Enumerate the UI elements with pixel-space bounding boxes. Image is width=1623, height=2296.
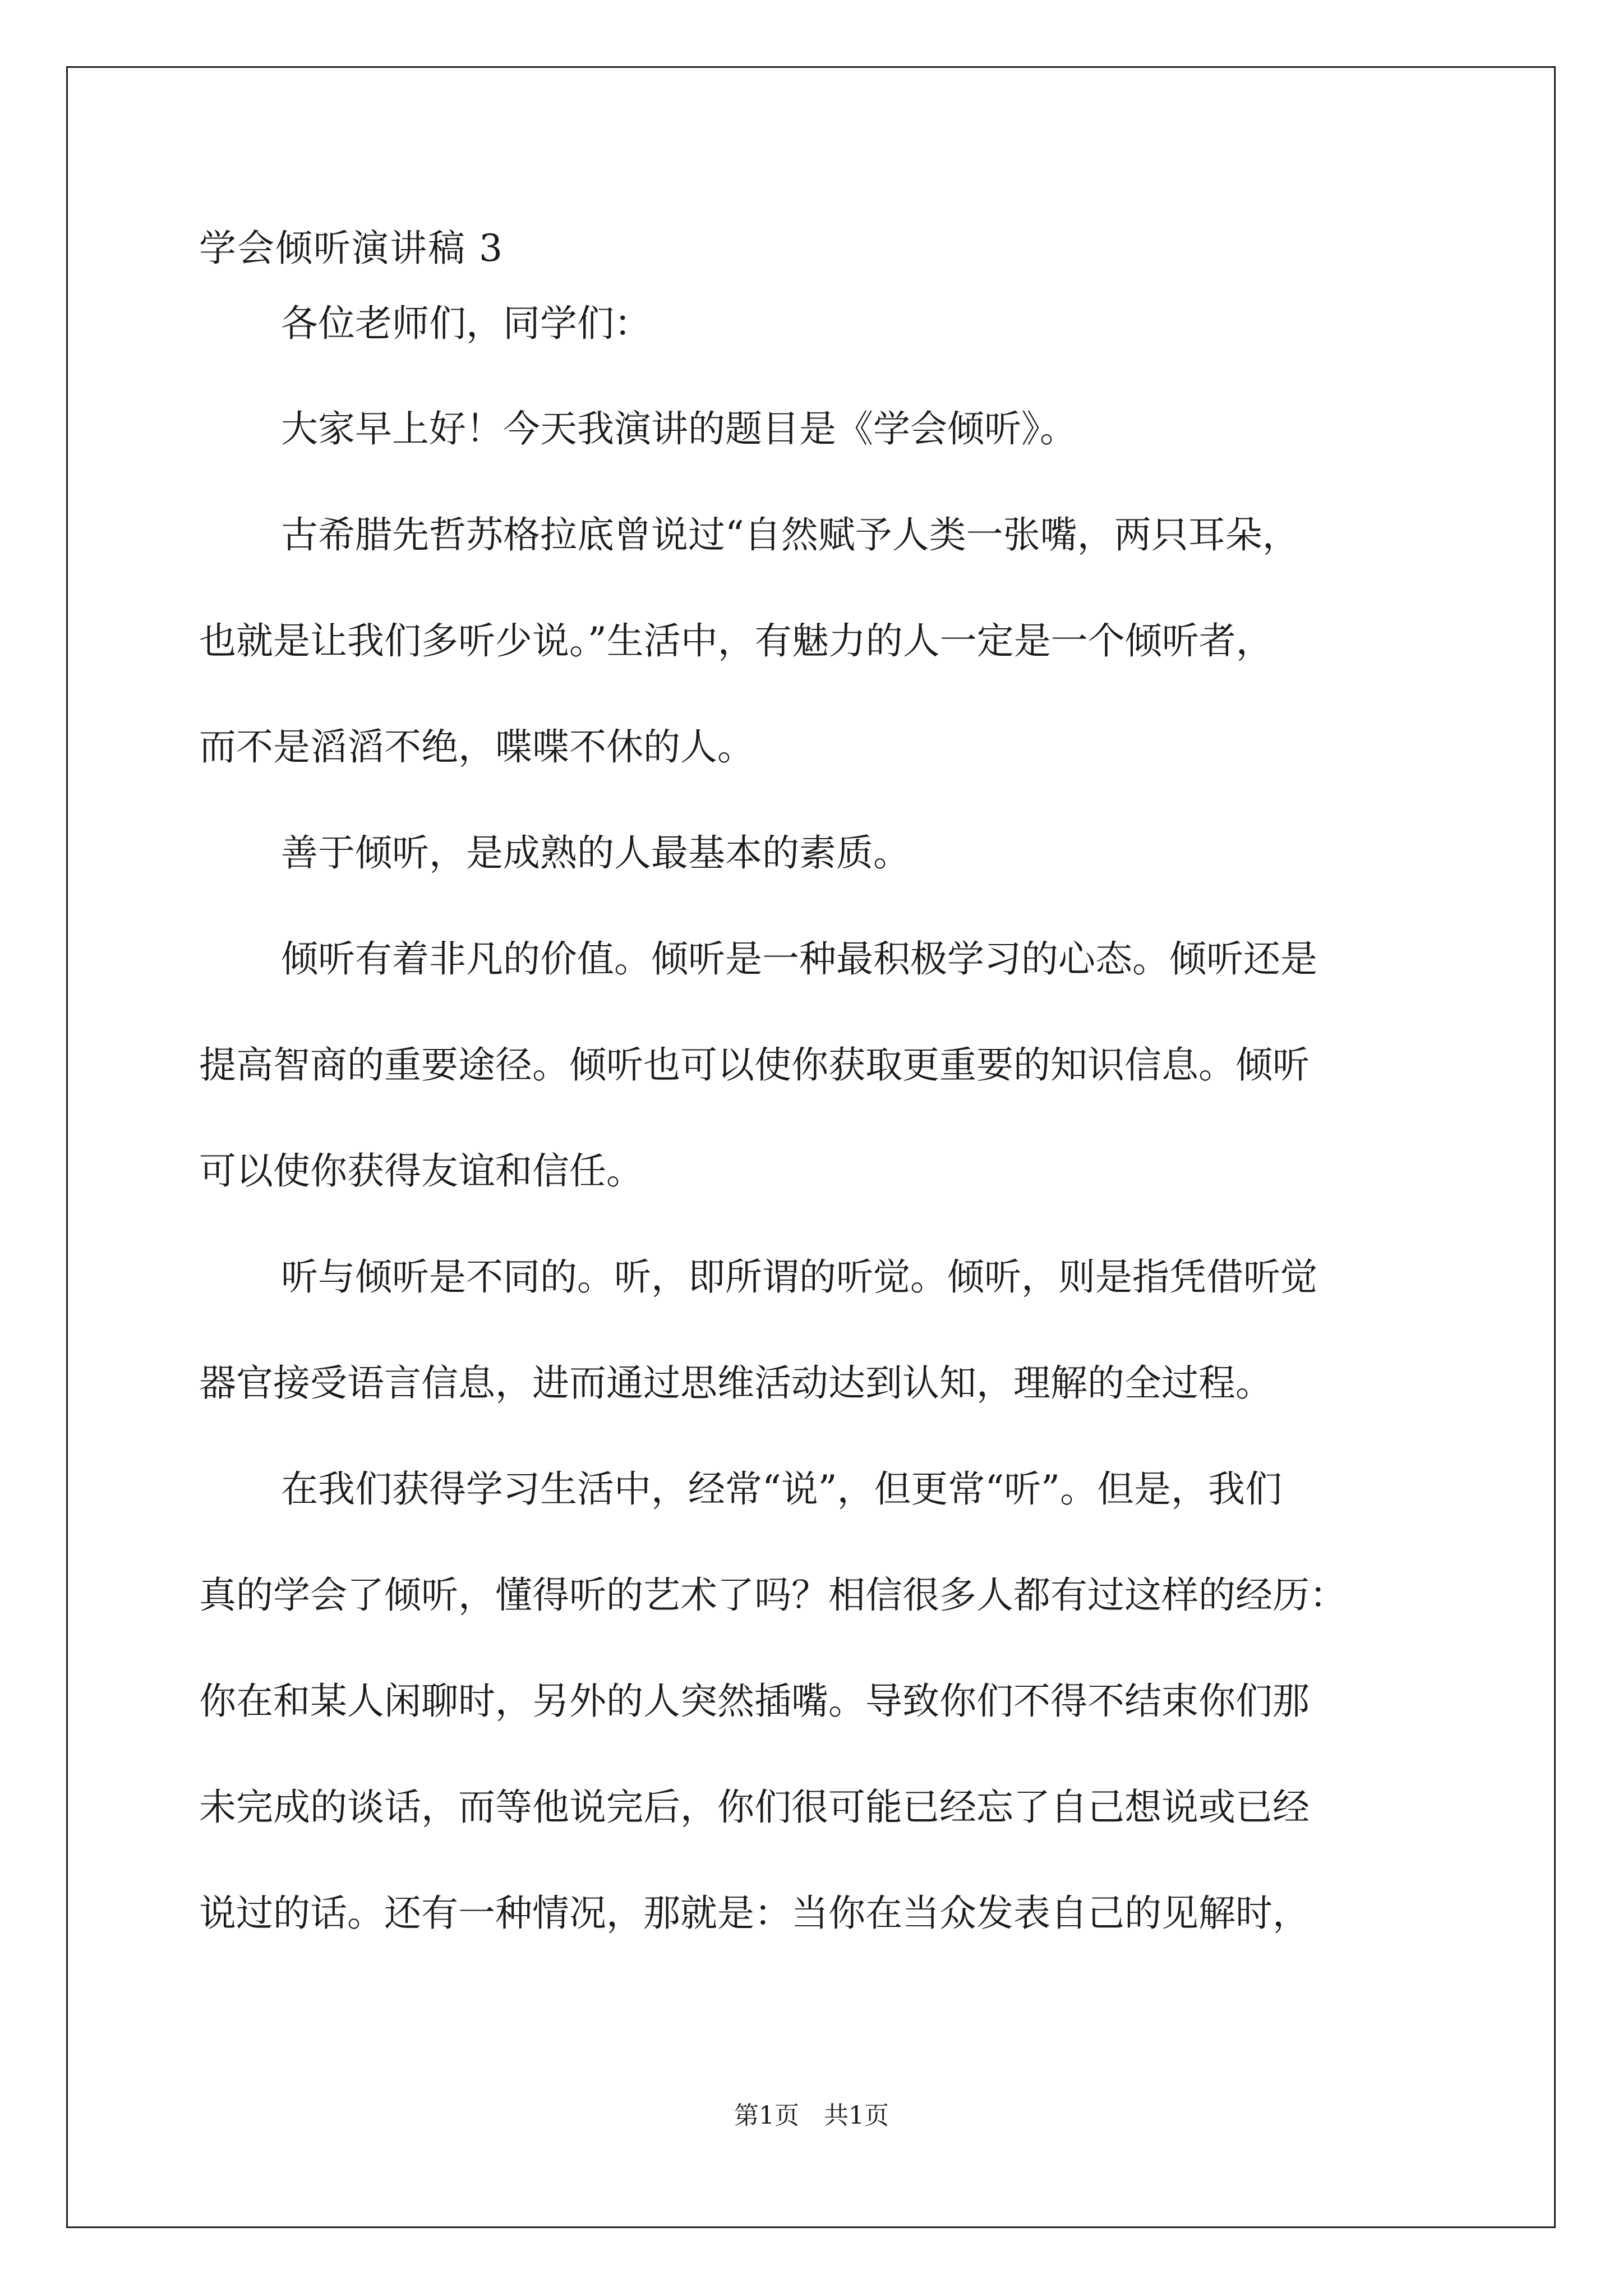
paragraph-line: 也就是让我们多听少说。”生活中，有魅力的人一定是一个倾听者， [199, 619, 1273, 662]
paragraph-line: 你在和某人闲聊时，另外的人突然插嘴。导致你们不得不结束你们那 [199, 1680, 1310, 1723]
paragraph-line: 大家早上好！今天我演讲的题目是《学会倾听》。 [281, 407, 1077, 450]
paragraph-line: 古希腊先哲苏格拉底曾说过“自然赋予人类一张嘴，两只耳朵， [281, 513, 1299, 556]
paragraph-line: 未完成的谈话，而等他说完后，你们很可能已经忘了自己想说或已经 [199, 1786, 1310, 1829]
salutation: 各位老师们，同学们： [281, 302, 651, 345]
page-number-current: 第1页 [734, 2101, 799, 2130]
paragraph-line: 真的学会了倾听，懂得听的艺术了吗？相信很多人都有过这样的经历： [199, 1573, 1347, 1617]
paragraph-line: 善于倾听，是成熟的人最基本的素质。 [281, 831, 910, 875]
paragraph-line: 可以使你获得友谊和信任。 [199, 1149, 643, 1193]
paragraph-line: 而不是滔滔不绝，喋喋不休的人。 [199, 725, 754, 769]
paragraph-line: 说过的话。还有一种情况，那就是：当你在当众发表自己的见解时， [199, 1892, 1310, 1935]
page-footer [0, 2099, 1623, 2133]
page-number-total: 共1页 [824, 2101, 889, 2130]
document-title: 学会倾听演讲稿 3 [199, 227, 504, 270]
paragraph-line: 倾听有着非凡的价值。倾听是一种最积极学习的心态。倾听还是 [281, 937, 1317, 981]
paragraph-line: 在我们获得学习生活中，经常“说”，但更常“听”。但是，我们 [281, 1467, 1282, 1511]
paragraph-line: 听与倾听是不同的。听，即所谓的听觉。倾听，则是指凭借听觉 [281, 1255, 1317, 1299]
paragraph-line: 提高智商的重要途径。倾听也可以使你获取更重要的知识信息。倾听 [199, 1043, 1310, 1087]
paragraph-line: 器官接受语言信息，进而通过思维活动达到认知，理解的全过程。 [199, 1361, 1272, 1405]
